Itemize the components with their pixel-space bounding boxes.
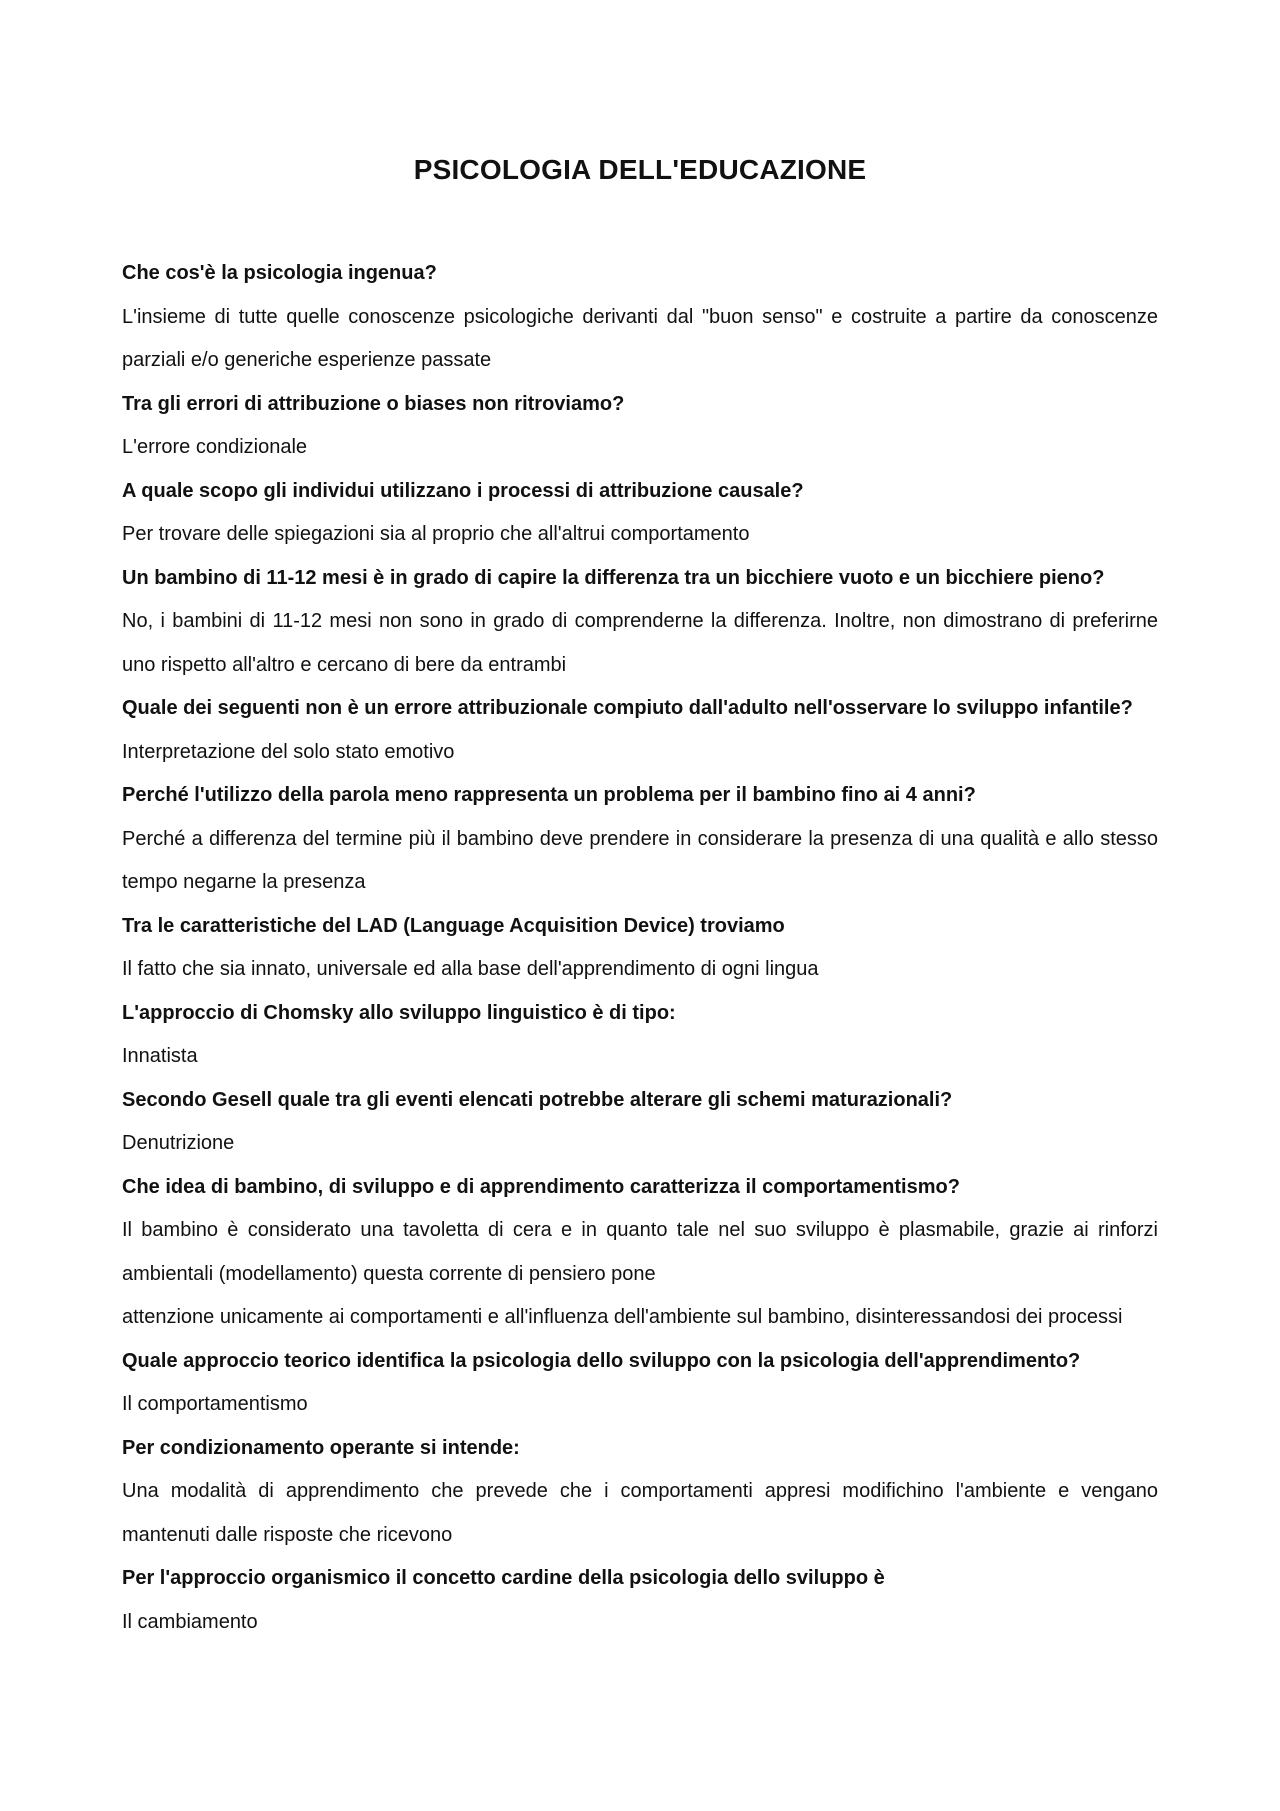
question-5: Quale dei seguenti non è un errore attribuzionale compiuto dall'adulto nell'osservare lo sviluppo infantile? (122, 697, 1133, 719)
question-3: A quale scopo gli individui utilizzano i processi di attribuzione causale? (122, 479, 804, 502)
question-9: Secondo Gesell quale tra gli eventi elencati potrebbe alterare gli schemi maturazionali? (122, 1088, 953, 1111)
answer-13: Il cambiamento (122, 1610, 258, 1633)
answer-4: No, i bambini di 11-12 mesi non sono in grado di comprenderne la differenza. Inoltre, non dimostrano di preferirne uno rispetto all'altro e cercano di bere da entrambi (122, 610, 1158, 676)
answer-10-part-2: attenzione unicamente ai comportamenti e all'influenza dell'ambiente sul bambino, disinteressandosi dei processi (122, 1306, 1123, 1328)
question-6: Perché l'utilizzo della parola meno rappresenta un problema per il bambino fino ai 4 anni? (122, 784, 976, 806)
answer-9: Denutrizione (122, 1132, 235, 1154)
answer-5: Interpretazione del solo stato emotivo (122, 740, 455, 763)
answer-12: Una modalità di apprendimento che prevede che i comportamenti appresi modifichino l'ambiente e vengano mantenuti dalle risposte che ricevono (122, 1480, 1158, 1546)
question-11: Quale approccio teorico identifica la psicologia dello sviluppo con la psicologia dell'apprendimento? (122, 1349, 1081, 1372)
question-7: Tra le caratteristiche del LAD (Language Acquisition Device) troviamo (122, 914, 785, 937)
qa-list (122, 252, 1158, 1644)
answer-1: L'insieme di tutte quelle conoscenze psicologiche derivanti dal "buon senso" e costruite a partire da conoscenze parziali e/o generiche esperienze passate (122, 305, 1158, 371)
answer-11: Il comportamentismo (122, 1393, 308, 1415)
answer-3: Per trovare delle spiegazioni sia al proprio che all'altrui comportamento (122, 523, 750, 545)
question-2: Tra gli errori di attribuzione o biases non ritroviamo? (122, 392, 625, 415)
document-page (122, 150, 1158, 1644)
question-12: Per condizionamento operante si intende: (122, 1436, 520, 1459)
question-1: Che cos'è la psicologia ingenua? (122, 262, 437, 284)
question-13: Per l'approccio organismico il concetto cardine della psicologia dello sviluppo è (122, 1567, 885, 1589)
answer-6: Perché a differenza del termine più il bambino deve prendere in considerare la presenza di una qualità e allo stesso tempo negarne la presenza (122, 827, 1158, 893)
answer-7: Il fatto che sia innato, universale ed alla base dell'apprendimento di ogni lingua (122, 958, 819, 980)
answer-8: Innatista (122, 1045, 198, 1067)
question-4: Un bambino di 11-12 mesi è in grado di capire la differenza tra un bicchiere vuoto e un bicchiere pieno? (122, 566, 1105, 589)
page-title: PSICOLOGIA DELL'EDUCAZIONE (413, 154, 867, 185)
question-8: L'approccio di Chomsky allo sviluppo linguistico è di tipo: (122, 1001, 676, 1024)
answer-10-part-1: Il bambino è considerato una tavoletta di cera e in quanto tale nel suo sviluppo è plasmabile, grazie ai rinforzi ambientali (modellamento) questa corrente di pensiero pone (122, 1219, 1158, 1285)
answer-2: L'errore condizionale (122, 436, 308, 458)
question-10: Che idea di bambino, di sviluppo e di apprendimento caratterizza il comportamentismo? (122, 1175, 960, 1198)
